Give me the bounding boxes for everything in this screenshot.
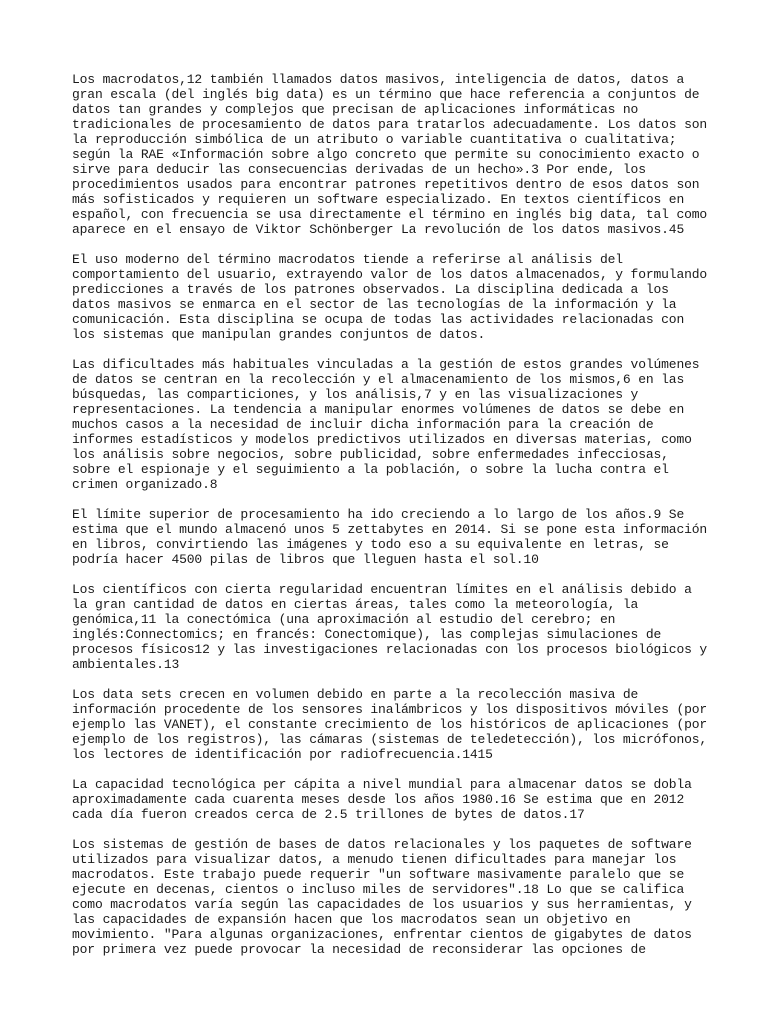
text-line: información procedente de los sensores inalámbricos y los dispositivos móviles (por xyxy=(72,702,708,717)
text-line: por primera vez puede provocar la necesidad de reconsiderar las opciones de xyxy=(72,942,646,957)
text-line: aproximadamente cada cuarenta meses desde los años 1980.16 Se estima que en 2012 xyxy=(72,792,685,807)
text-line: El límite superior de procesamiento ha ido creciendo a lo largo de los años.9 Se xyxy=(72,507,685,522)
text-line: la reproducción simbólica de un atributo o variable cuantitativa o cualitativa; xyxy=(72,132,677,147)
text-line: más sofisticados y requieren un software especializado. En textos científicos en xyxy=(72,192,685,207)
paragraph-2 xyxy=(72,252,712,342)
text-line: Los sistemas de gestión de bases de datos relacionales y los paquetes de software xyxy=(72,837,692,852)
text-line: Los macrodatos,12 también llamados datos masivos, inteligencia de datos, datos a xyxy=(72,72,685,87)
text-line: comportamiento del usuario, extrayendo valor de los datos almacenados, y formulando xyxy=(72,267,708,282)
text-line: gran escala (del inglés big data) es un término que hace referencia a conjuntos de xyxy=(72,87,700,102)
text-line: datos tan grandes y complejos que precisan de aplicaciones informáticas no xyxy=(72,102,639,117)
paragraph-1 xyxy=(72,72,712,237)
text-line: muchos casos a la necesidad de incluir dicha información para la creación de xyxy=(72,417,654,432)
document-page xyxy=(72,72,712,972)
text-line: El uso moderno del término macrodatos tiende a referirse al análisis del xyxy=(72,252,623,267)
text-line: ejemplo las VANET), el constante crecimiento de los históricos de aplicaciones (por xyxy=(72,717,708,732)
text-line: los análisis sobre negocios, sobre publicidad, sobre enfermedades infecciosas, xyxy=(72,447,669,462)
text-line: aparece en el ensayo de Viktor Schönberger La revolución de los datos masivos.45 xyxy=(72,222,685,237)
text-line: macrodatos. Este trabajo puede requerir "un software masivamente paralelo que se xyxy=(72,867,685,882)
paragraph-8 xyxy=(72,837,712,957)
text-line: los lectores de identificación por radiofrecuencia.1415 xyxy=(72,747,493,762)
text-line: ejemplo de los registros), las cámaras (sistemas de teledetección), los micrófonos, xyxy=(72,732,708,747)
text-line: predicciones a través de los patrones observados. La disciplina dedicada a los xyxy=(72,282,669,297)
text-line: informes estadísticos y modelos predictivos utilizados en diversas materias, como xyxy=(72,432,692,447)
text-line: Los científicos con cierta regularidad encuentran límites en el análisis debido a xyxy=(72,582,692,597)
text-line: movimiento. "Para algunas organizaciones, enfrentar cientos de gigabytes de datos xyxy=(72,927,692,942)
text-line: representaciones. La tendencia a manipular enormes volúmenes de datos se debe en xyxy=(72,402,685,417)
text-line: comunicación. Esta disciplina se ocupa de todas las actividades relacionadas con xyxy=(72,312,685,327)
text-line: como macrodatos varía según las capacidades de los usuarios y sus herramientas, y xyxy=(72,897,692,912)
text-line: de datos se centran en la recolección y el almacenamiento de los mismos,6 en las xyxy=(72,372,685,387)
text-line: Los data sets crecen en volumen debido en parte a la recolección masiva de xyxy=(72,687,639,702)
text-line: las capacidades de expansión hacen que los macrodatos sean un objetivo en xyxy=(72,912,631,927)
text-line: procesos físicos12 y las investigaciones relacionadas con los procesos biológicos y xyxy=(72,642,708,657)
paragraph-6 xyxy=(72,687,712,762)
paragraph-3 xyxy=(72,357,712,492)
text-line: utilizados para visualizar datos, a menudo tienen dificultades para manejar los xyxy=(72,852,677,867)
text-line: inglés:Connectomics; en francés: Conectomique), las complejas simulaciones de xyxy=(72,627,662,642)
paragraph-7 xyxy=(72,777,712,822)
text-line: los sistemas que manipulan grandes conjuntos de datos. xyxy=(72,327,486,342)
text-line: ejecute en decenas, cientos o incluso miles de servidores".18 Lo que se califica xyxy=(72,882,685,897)
text-line: la gran cantidad de datos en ciertas áreas, tales como la meteorología, la xyxy=(72,597,639,612)
text-line: ambientales.13 xyxy=(72,657,180,672)
text-line: podría hacer 4500 pilas de libros que lleguen hasta el sol.10 xyxy=(72,552,539,567)
text-line: La capacidad tecnológica per cápita a nivel mundial para almacenar datos se dobla xyxy=(72,777,692,792)
text-line: datos masivos se enmarca en el sector de las tecnologías de la información y la xyxy=(72,297,677,312)
text-line: genómica,11 la conectómica (una aproximación al estudio del cerebro; en xyxy=(72,612,616,627)
text-line: cada día fueron creados cerca de 2.5 trillones de bytes de datos.17 xyxy=(72,807,585,822)
text-line: Las dificultades más habituales vinculadas a la gestión de estos grandes volúmenes xyxy=(72,357,700,372)
text-line: español, con frecuencia se usa directamente el término en inglés big data, tal como xyxy=(72,207,708,222)
text-line: sirve para deducir las consecuencias derivadas de un hecho».3 Por ende, los xyxy=(72,162,646,177)
text-line: según la RAE «Información sobre algo concreto que permite su conocimiento exacto o xyxy=(72,147,700,162)
text-line: sobre el espionaje y el seguimiento a la población, o sobre la lucha contra el xyxy=(72,462,669,477)
text-line: tradicionales de procesamiento de datos para tratarlos adecuadamente. Los datos son xyxy=(72,117,708,132)
text-line: procedimientos usados para encontrar patrones repetitivos dentro de esos datos son xyxy=(72,177,700,192)
text-line: en libros, convirtiendo las imágenes y todo eso a su equivalente en letras, se xyxy=(72,537,669,552)
text-line: búsquedas, las comparticiones, y los análisis,7 y en las visualizaciones y xyxy=(72,387,639,402)
text-line: crimen organizado.8 xyxy=(72,477,218,492)
paragraph-5 xyxy=(72,582,712,672)
paragraph-4 xyxy=(72,507,712,567)
text-line: estima que el mundo almacenó unos 5 zettabytes en 2014. Si se pone esta información xyxy=(72,522,708,537)
